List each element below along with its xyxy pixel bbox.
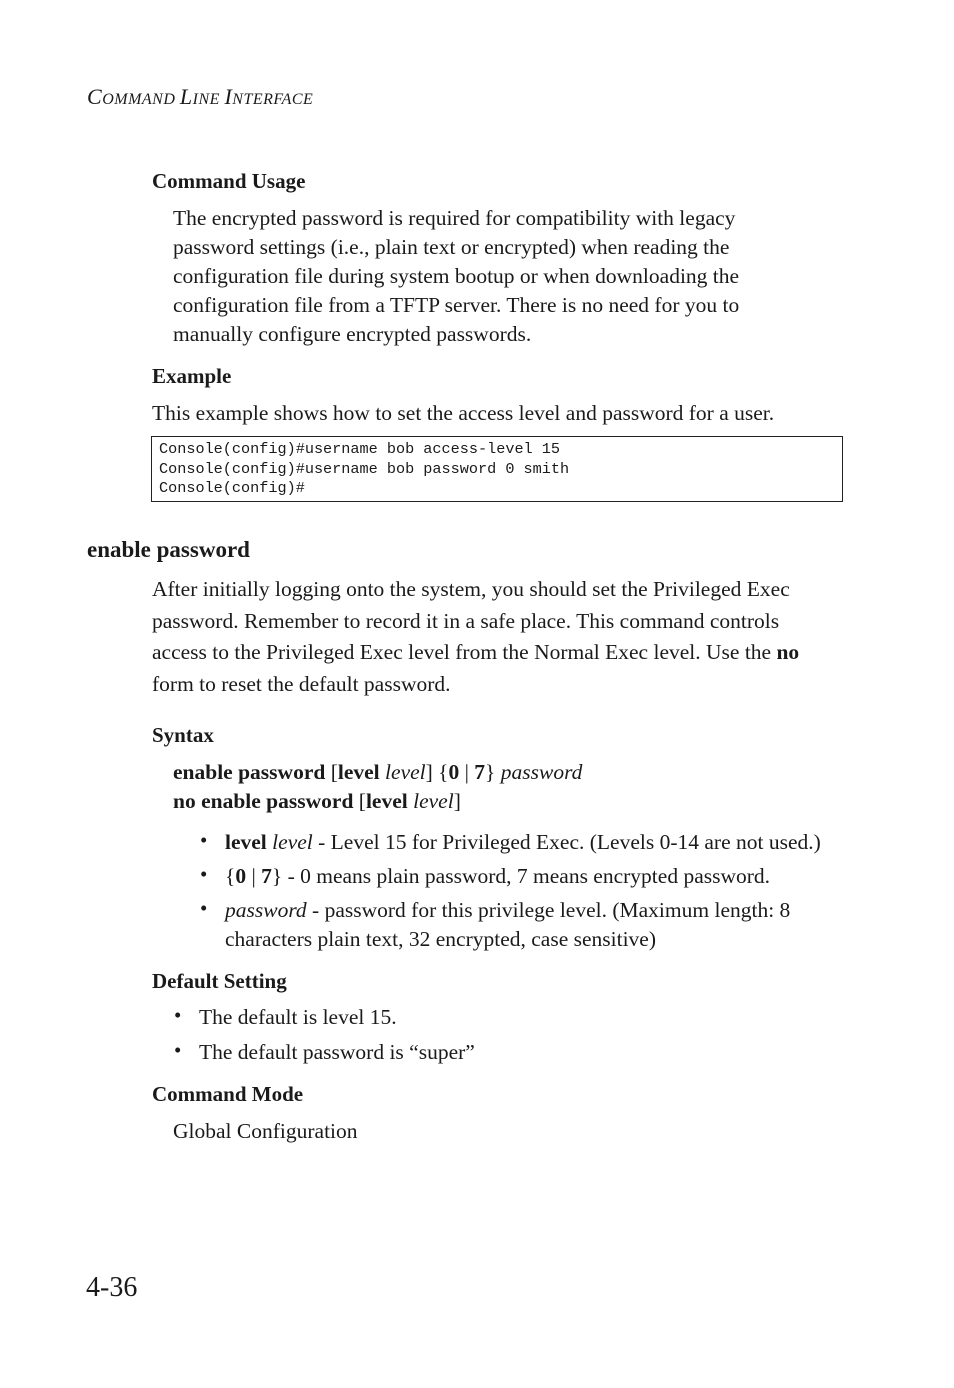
syntax-line-2: no enable password [level level]	[173, 789, 461, 813]
command-mode-heading: Command Mode	[152, 1082, 304, 1106]
section-title: enable password	[87, 537, 250, 562]
section-description: After initially logging onto the system, you should set the Privileged Exec password. Remember to record it in a safe place. This command controls access to the Privileged Exec level from the Normal Exec level. Use the no form to reset the default password.	[152, 577, 800, 696]
command-usage-heading: Command Usage	[152, 169, 306, 193]
example-text: This example shows how to set the access level and password for a user.	[152, 401, 775, 425]
syntax-line-1: enable password [level level] {0 | 7} password	[173, 760, 583, 784]
bullet-marker: •	[200, 828, 208, 852]
default-setting-heading: Default Setting	[152, 969, 287, 993]
syntax-bullet-encoding: {0 | 7} - 0 means plain password, 7 means encrypted password.	[225, 864, 771, 888]
code-line: Console(config)#username bob access-level 15	[159, 440, 561, 458]
code-line: Console(config)#username bob password 0 smith	[159, 459, 570, 478]
code-example-box	[151, 436, 843, 502]
bullet-marker: •	[174, 1003, 182, 1027]
bullet-marker: •	[200, 896, 208, 920]
default-item: The default is level 15.	[199, 1005, 397, 1029]
bullet-marker: •	[200, 862, 208, 886]
command-usage-text: The encrypted password is required for compatibility with legacy password settings (i.e., plain text or encrypted) when reading the configuration file during system bootup or when downloading the configuration file from a TFTP server. There is no need for you to manually configure encrypted passwords.	[173, 206, 740, 346]
page-number: 4-36	[86, 1272, 138, 1303]
syntax-bullet-level: level level - Level 15 for Privileged Exec. (Levels 0-14 are not used.)	[225, 830, 821, 854]
example-heading: Example	[152, 364, 232, 388]
no-keyword: no	[776, 640, 800, 664]
bullet-marker: •	[174, 1038, 182, 1062]
code-line: Console(config)#	[159, 479, 305, 498]
running-header: COMMAND LINE INTERFACE	[87, 84, 314, 109]
command-mode-value: Global Configuration	[173, 1119, 358, 1143]
syntax-heading: Syntax	[152, 723, 214, 747]
default-item: The default password is “super”	[199, 1040, 475, 1064]
syntax-bullet-password: password - password for this privilege level. (Maximum length: 8 characters plain text, 32 encrypted, case sensitive)	[225, 898, 791, 951]
